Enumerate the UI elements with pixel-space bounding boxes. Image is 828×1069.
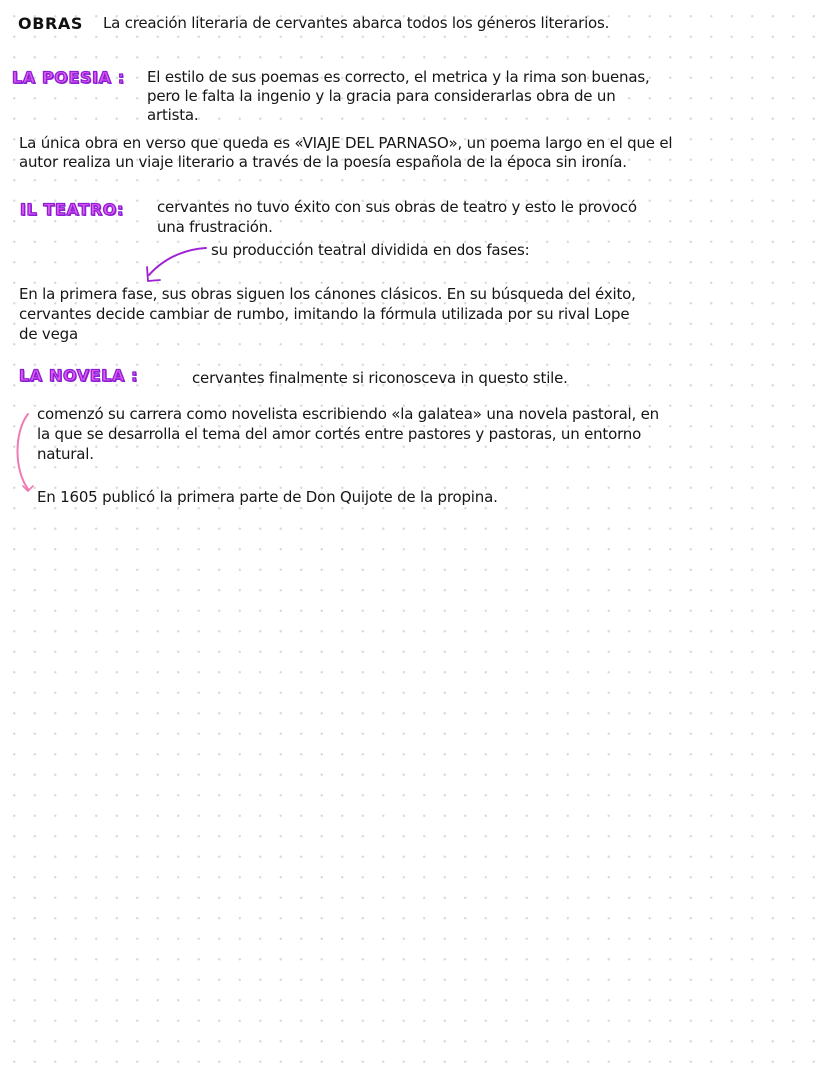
- novela-paragraph-line: comenzó su carrera como novelista escribiendo «la galatea» una novela pastoral, en: [37, 405, 659, 423]
- poesia-line: artista.: [147, 106, 199, 124]
- teatro-line: cervantes no tuvo éxito con sus obras de teatro y esto le provocó: [157, 198, 637, 216]
- teatro-heading: IL TEATRO:: [20, 200, 124, 219]
- poesia-paragraph-line: autor realiza un viaje literario a través de la poesía española de la época sin ironía.: [19, 153, 627, 171]
- teatro-paragraph-line: cervantes decide cambiar de rumbo, imitando la fórmula utilizada por su rival Lope: [19, 305, 630, 323]
- teatro-line: una frustración.: [157, 218, 273, 236]
- bracket-icon: [18, 414, 29, 489]
- teatro-paragraph-line: de vega: [19, 325, 78, 343]
- novela-last-line: En 1605 publicó la primera parte de Don Quijote de la propina.: [37, 488, 498, 506]
- curved-arrow-icon: [149, 248, 206, 275]
- teatro-paragraph-line: En la primera fase, sus obras siguen los cánones clásicos. En su búsqueda del éxito,: [19, 285, 636, 303]
- poesia-line: El estilo de sus poemas es correcto, el metrica y la rima son buenas,: [147, 68, 650, 86]
- teatro-note: su producción teatral dividida en dos fases:: [211, 241, 530, 259]
- poesia-heading: LA POESIA :: [12, 68, 125, 87]
- poesia-line: pero le falta la ingenio y la gracia para considerarlas obra de un: [147, 87, 616, 105]
- obras-text: La creación literaria de cervantes abarca todos los géneros literarios.: [103, 14, 610, 32]
- novela-line: cervantes finalmente si riconosceva in questo stile.: [192, 369, 568, 387]
- novela-paragraph-line: la que se desarrolla el tema del amor cortés entre pastores y pastoras, un entorno: [37, 425, 642, 443]
- poesia-paragraph-line: La única obra en verso que queda es «VIAJE DEL PARNASO», un poema largo en el que el: [19, 134, 673, 152]
- obras-heading: OBRAS: [18, 14, 84, 33]
- novela-heading: LA NOVELA :: [19, 366, 139, 385]
- novela-paragraph-line: natural.: [37, 445, 94, 463]
